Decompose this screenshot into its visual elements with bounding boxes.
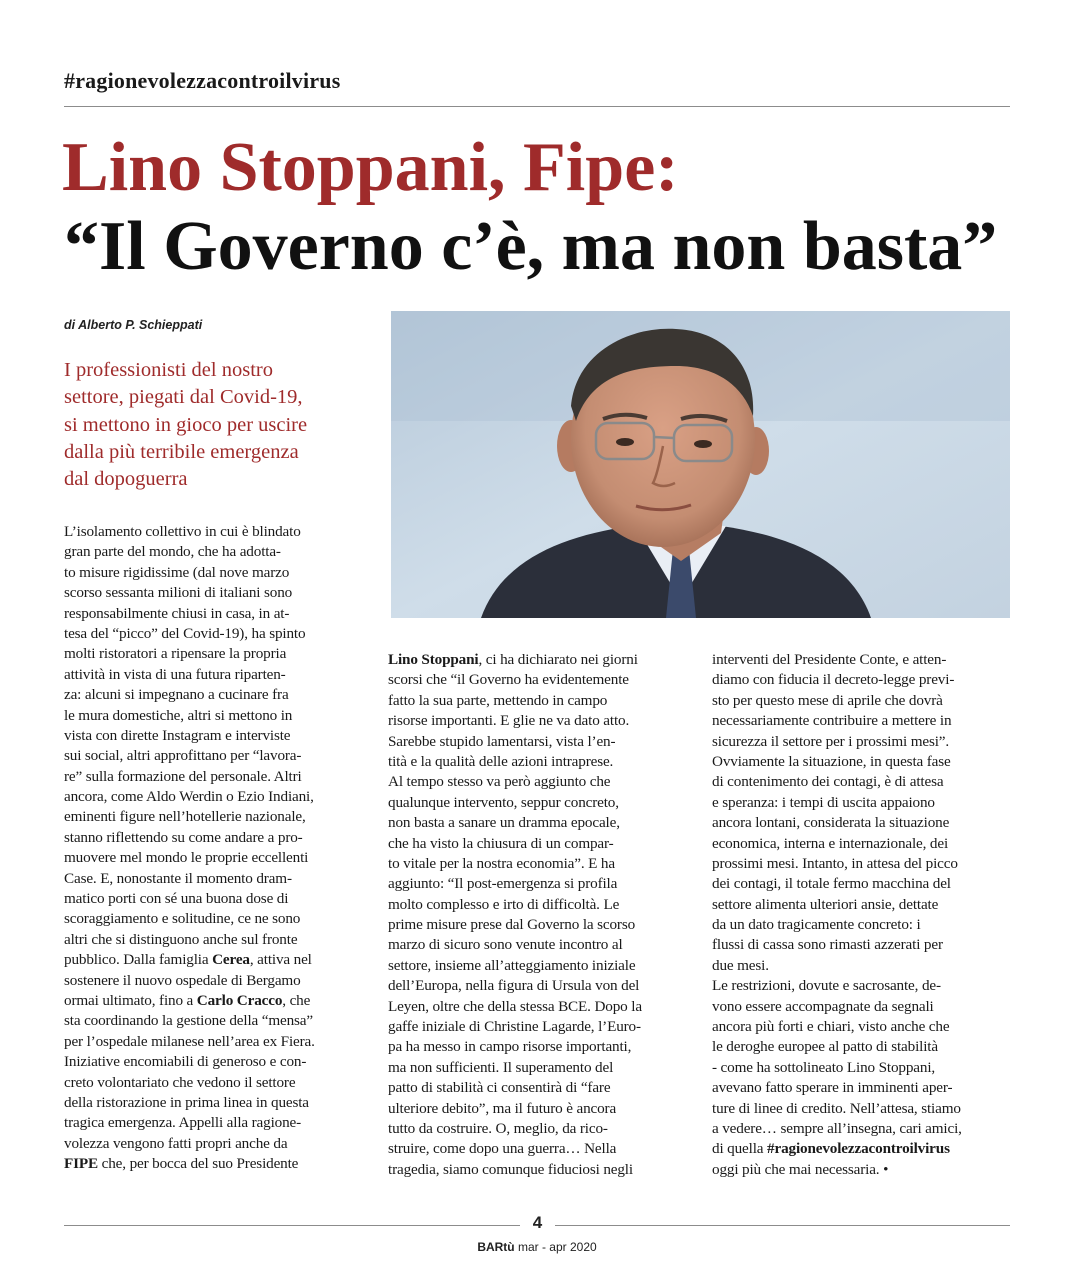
text-line — [64, 726, 315, 746]
text-line — [712, 997, 962, 1017]
text-line — [64, 1134, 315, 1154]
text-span: dei contagi, il totale fermo macchina del — [712, 875, 951, 893]
text-line — [712, 1017, 962, 1037]
text-span: creto volontariato che vedono il settore — [64, 1073, 296, 1091]
text-line — [712, 1058, 962, 1078]
text-line — [64, 685, 315, 705]
footer-divider-left — [64, 1225, 520, 1226]
text-line — [64, 971, 315, 991]
portrait-photo-illustration — [391, 311, 1010, 618]
text-line — [64, 848, 315, 868]
text-line — [388, 813, 642, 833]
text-line — [388, 854, 642, 874]
text-line — [64, 1052, 315, 1072]
text-span: Ovviamente la situazione, in questa fase — [712, 752, 951, 770]
text-line — [712, 772, 962, 792]
text-span: gaffe iniziale di Christine Lagarde, l’Euro- — [388, 1018, 641, 1036]
portrait-photo — [391, 311, 1010, 618]
text-span: Case. E, nonostante il momento dram- — [64, 869, 292, 887]
text-span: da un dato tragicamente concreto: i — [712, 916, 921, 934]
text-line — [388, 752, 642, 772]
text-span: altri che si distinguono anche sul fronte — [64, 930, 298, 948]
text-line — [712, 1037, 962, 1057]
text-line — [712, 752, 962, 772]
text-span: tità e la qualità delle azioni intraprese. — [388, 752, 614, 770]
text-span: volezza vengono fatti propri anche da — [64, 1134, 288, 1152]
text-line — [64, 604, 315, 624]
text-span: ancora lontani, considerata la situazione — [712, 814, 950, 832]
text-span: sicurezza il settore per i prossimi mesi”. — [712, 732, 950, 750]
text-line — [388, 1139, 642, 1159]
text-span: economica, interna e internazionale, dei — [712, 834, 949, 852]
text-span: , attiva nel — [249, 951, 312, 969]
text-line — [388, 1078, 642, 1098]
text-span: a vedere… sempre all’insegna, cari amici, — [712, 1119, 962, 1137]
text-span: tragedia, siamo comunque fiduciosi negli — [388, 1160, 633, 1178]
subtitle-line: I professionisti del nostro — [64, 359, 273, 381]
text-span: tesa del “picco” del Covid-19), ha spinto — [64, 624, 306, 642]
text-span: le mura domestiche, altri si mettono in — [64, 706, 293, 724]
text-line — [712, 1160, 962, 1180]
text-span: pa ha messo in campo risorse importanti, — [388, 1038, 632, 1056]
text-span: le deroghe europee al patto di stabilità — [712, 1038, 938, 1056]
subtitle-line: si mettono in gioco per uscire — [64, 413, 308, 436]
text-line — [64, 869, 315, 889]
bold-text: Lino Stoppani — [388, 651, 479, 668]
article-column-2 — [388, 650, 642, 1180]
subtitle-line: settore, piegati dal Covid-19, — [64, 386, 303, 409]
text-line — [712, 1119, 962, 1139]
text-span: settore alimenta ulteriori ansie, dettate — [712, 895, 939, 913]
text-line — [388, 1058, 642, 1078]
text-span: sto per questo mese di aprile che dovrà — [712, 691, 943, 709]
text-span: matico porti con sé una buona dose di — [64, 890, 289, 908]
text-span: marzo di sicuro sono venute incontro al — [388, 936, 623, 954]
text-line — [64, 583, 315, 603]
text-line — [712, 813, 962, 833]
text-span: Al tempo stesso va però aggiunto che — [388, 773, 611, 791]
text-span: di contenimento dei contagi, è di attesa — [712, 773, 944, 791]
text-line — [388, 732, 642, 752]
text-line — [64, 909, 315, 929]
text-line — [712, 915, 962, 935]
text-line — [712, 691, 962, 711]
text-span: molto complesso e irto di difficoltà. Le — [388, 895, 620, 913]
text-span: scorsi che “il Governo ha evidentemente — [388, 671, 629, 689]
text-line — [388, 1160, 642, 1180]
text-line — [64, 828, 315, 848]
text-line — [388, 997, 642, 1017]
subtitle-line: dal dopoguerra — [64, 468, 188, 491]
text-line — [64, 746, 315, 766]
author-byline: di Alberto P. Schieppati — [64, 318, 203, 332]
text-span: za: alcuni si impegnano a cucinare fra — [64, 686, 289, 704]
text-line — [712, 935, 962, 955]
text-span: Iniziative encomiabili di generoso e con- — [64, 1053, 307, 1071]
text-span: vono essere accompagnate da segnali — [712, 997, 934, 1015]
text-line — [388, 1119, 642, 1139]
text-line — [712, 1139, 962, 1159]
text-span: ture di linee di credito. Nell’attesa, stiamo — [712, 1099, 961, 1117]
text-line — [388, 895, 642, 915]
text-span: per l’ospedale milanese nell’area ex Fiera. — [64, 1032, 315, 1050]
text-span: re” sulla formazione del personale. Altri — [64, 767, 302, 785]
text-line — [388, 1099, 642, 1119]
text-line — [388, 915, 642, 935]
text-span: e speranza: i tempi di uscita appaiono — [712, 793, 935, 811]
text-line — [712, 650, 962, 670]
text-line — [712, 895, 962, 915]
bold-text: Carlo Cracco — [196, 991, 283, 1009]
text-line — [388, 874, 642, 894]
text-span: settore, insieme all’atteggiamento iniziale — [388, 956, 636, 974]
text-line — [64, 563, 315, 583]
text-span: fatto la sua parte, mettendo in campo — [388, 691, 608, 709]
text-line — [712, 976, 962, 996]
text-span: diamo con fiducia il decreto-legge previ- — [712, 671, 955, 689]
text-span: vista con dirette Instagram e interviste — [64, 726, 291, 744]
text-span: aggiunto: “Il post-emergenza si profila — [388, 875, 618, 893]
text-line — [64, 522, 315, 542]
text-line — [388, 976, 642, 996]
text-line — [712, 854, 962, 874]
text-span: struire, come dopo una guerra… Nella — [388, 1140, 617, 1158]
text-line — [388, 834, 642, 854]
text-span: flussi di cassa sono rimasti azzerati per — [712, 936, 943, 954]
article-title-line1: Lino Stoppani, Fipe: — [62, 129, 679, 206]
text-span: che ha visto la chiusura di un compar- — [388, 834, 614, 852]
text-span: necessariamente contribuire a mettere in — [712, 712, 952, 730]
text-line — [388, 793, 642, 813]
issue-date: mar - apr 2020 — [514, 1240, 597, 1254]
text-span: scoraggiamento e solitudine, ce ne sono — [64, 910, 301, 928]
text-span: patto di stabilità ci consentirà di “fare — [388, 1079, 611, 1097]
text-line — [712, 874, 962, 894]
text-line — [388, 1037, 642, 1057]
text-line — [64, 930, 315, 950]
text-line — [64, 991, 315, 1011]
text-span: L’isolamento collettivo in cui è blindato — [64, 523, 301, 540]
page-number: 4 — [532, 1213, 543, 1232]
text-span: molti ristoratori a ripensare la propria — [64, 645, 287, 663]
footer-divider-right — [555, 1225, 1010, 1226]
text-span: tragica emergenza. Appelli alla ragione- — [64, 1114, 302, 1132]
text-line — [712, 670, 962, 690]
text-line — [388, 772, 642, 792]
text-line — [64, 665, 315, 685]
text-span: responsabilmente chiusi in casa, in at- — [64, 604, 290, 622]
text-line — [388, 935, 642, 955]
text-span: Leyen, oltre che della stessa BCE. Dopo la — [388, 997, 642, 1015]
text-span: avevano fatto sperare in imminenti aper- — [712, 1079, 953, 1097]
magazine-name: BARtù — [477, 1240, 515, 1254]
text-span: stanno riflettendo su come andare a pro- — [64, 828, 303, 846]
text-span: oggi più che mai necessaria. • — [712, 1160, 889, 1178]
text-span: attività in vista di una futura riparten- — [64, 665, 286, 683]
text-span: ma non sufficienti. Il superamento del — [388, 1058, 614, 1076]
text-line — [64, 787, 315, 807]
text-span: Le restrizioni, dovute e sacrosante, de- — [712, 977, 941, 995]
text-span: dell’Europa, nella figura di Ursula von del — [388, 977, 640, 995]
bold-text: #ragionevolezzacontroilvirus — [767, 1140, 950, 1158]
text-line — [64, 807, 315, 827]
text-line — [388, 670, 642, 690]
text-line — [64, 706, 315, 726]
text-span: Sarebbe stupido lamentarsi, vista l’en- — [388, 732, 616, 750]
text-span: che, per bocca del suo Presidente — [98, 1155, 299, 1173]
text-span: non basta a sanare un dramma epocale, — [388, 814, 620, 832]
subtitle-line: dalla più terribile emergenza — [64, 440, 299, 463]
text-span: ulteriore debito”, ma il futuro è ancora — [388, 1099, 617, 1117]
text-span: to vitale per la nostra economia”. E ha — [388, 854, 615, 872]
text-line — [64, 1011, 315, 1031]
text-line — [388, 711, 642, 731]
text-line — [712, 732, 962, 752]
text-line — [64, 1093, 315, 1113]
section-hashtag: #ragionevolezzacontroilvirus — [64, 68, 341, 93]
text-line — [712, 1078, 962, 1098]
text-span: , ci ha dichiarato nei giorni — [478, 651, 638, 668]
text-line — [64, 1073, 315, 1093]
text-line — [388, 691, 642, 711]
text-span: sta coordinando la gestione della “mensa” — [64, 1012, 313, 1030]
text-span: , che — [282, 991, 311, 1009]
text-span: gran parte del mondo, che ha adotta- — [64, 543, 281, 561]
text-line — [64, 542, 315, 562]
text-line — [388, 956, 642, 976]
text-line — [64, 950, 315, 970]
header-divider — [64, 106, 1010, 107]
text-line — [64, 1032, 315, 1052]
text-line — [388, 1017, 642, 1037]
bold-text: FIPE — [64, 1155, 98, 1173]
text-span: muovere mel mondo le proprie eccellenti — [64, 849, 309, 867]
text-span: sostenere il nuovo ospedale di Bergamo — [64, 971, 301, 989]
text-line — [712, 793, 962, 813]
text-line — [712, 834, 962, 854]
article-subtitle — [64, 357, 364, 493]
text-line — [712, 711, 962, 731]
text-line — [64, 624, 315, 644]
text-span: tutto da costruire. O, meglio, da rico- — [388, 1119, 608, 1137]
text-span: prossimi mesi. Intanto, in attesa del picco — [712, 854, 958, 872]
text-span: ancora, come Aldo Werdin o Ezio Indiani, — [64, 788, 314, 806]
text-span: to misure rigidissime (dal nove marzo — [64, 563, 290, 581]
text-line — [64, 1113, 315, 1133]
text-line — [64, 644, 315, 664]
text-line — [388, 650, 642, 670]
text-line — [64, 889, 315, 909]
text-span: ormai ultimato, fino a — [64, 991, 197, 1009]
text-line — [712, 1099, 962, 1119]
magazine-issue — [437, 1240, 637, 1254]
text-span: scorso sessanta milioni di italiani sono — [64, 584, 293, 602]
text-line — [64, 767, 315, 787]
text-span: - come ha sottolineato Lino Stoppani, — [712, 1058, 936, 1076]
text-span: eminenti figure nell’hotellerie nazionale, — [64, 808, 306, 826]
article-column-1 — [64, 522, 315, 1175]
text-span: pubblico. Dalla famiglia — [64, 951, 213, 969]
text-span: ancora più forti e chiari, visto anche che — [712, 1018, 950, 1036]
text-span: di quella — [712, 1140, 768, 1158]
text-span: della ristorazione in prima linea in questa — [64, 1093, 309, 1111]
text-span: due mesi. — [712, 956, 769, 974]
text-line — [712, 956, 962, 976]
article-column-3 — [712, 650, 962, 1180]
bold-text: Cerea — [212, 951, 250, 969]
text-line — [64, 1154, 315, 1174]
text-span: sui social, altri approfittano per “lavora- — [64, 747, 302, 765]
text-span: interventi del Presidente Conte, e atten- — [712, 651, 947, 668]
text-span: risorse importanti. E glie ne va dato atto. — [388, 712, 630, 730]
article-title-line2: “Il Governo c’è, ma non basta” — [64, 208, 998, 285]
text-span: qualunque intervento, seppur concreto, — [388, 793, 619, 811]
text-span: prime misure prese dal Governo la scorso — [388, 916, 636, 934]
